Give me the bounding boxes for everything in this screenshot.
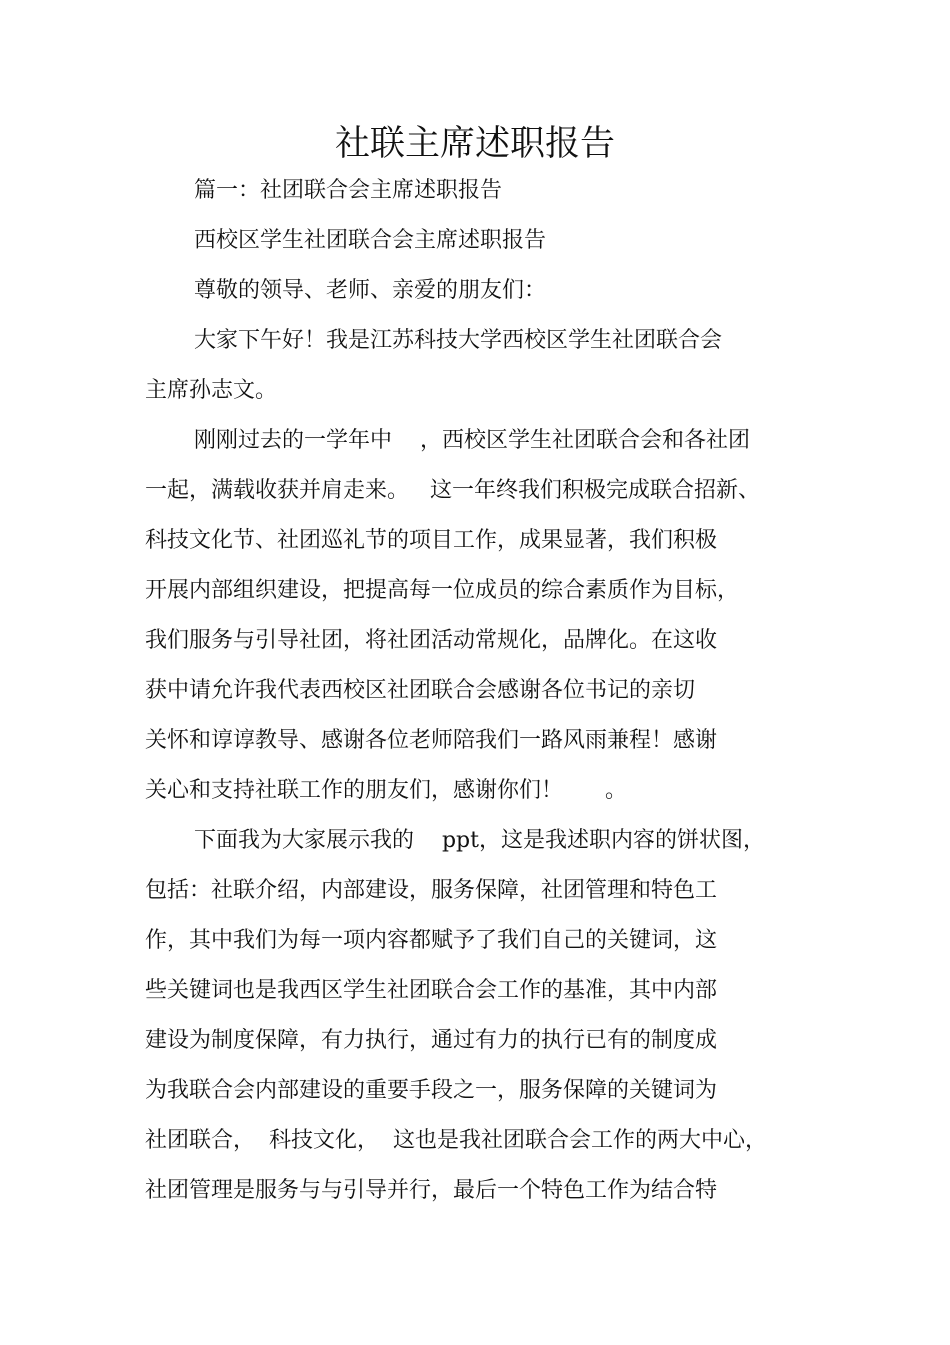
paragraph-line: 为我联合会内部建设的重要手段之一，服务保障的关键词为 [145,1078,718,1103]
paragraph-line: 作，其中我们为每一项内容都赋予了我们自己的关键词，这 [145,928,718,953]
paragraph-line: 获中请允许我代表西校区社团联合会感谢各位书记的亲切 [145,678,696,703]
paragraph-line: 包括：社联介绍，内部建设，服务保障，社团管理和特色工 [145,878,718,903]
paragraph-line: 我们服务与引导社团，将社团活动常规化，品牌化。在这收 [145,628,718,653]
paragraph-line: 社团联合， 科技文化， 这也是我社团联合会工作的两大中心， [145,1128,767,1153]
paragraph-line: 大家下午好！我是江苏科技大学西校区学生社团联合会 [194,328,723,353]
paragraph-line: 尊敬的领导、老师、亲爱的朋友们： [194,278,547,303]
paragraph-line: 篇一：社团联合会主席述职报告 [194,178,503,203]
paragraph-line: 一起，满载收获并肩走来。 这一年终我们积极完成联合招新、 [145,478,760,503]
paragraph-line: 下面我为大家展示我的 ppt，这是我述职内容的饼状图， [194,828,765,853]
paragraph-line: 主席孙志文。 [145,378,278,403]
paragraph-line: 开展内部组织建设，把提高每一位成员的综合素质作为目标， [145,578,740,603]
paragraph-line: 西校区学生社团联合会主席述职报告 [194,228,547,253]
paragraph-line: 社团管理是服务与与引导并行，最后一个特色工作为结合特 [145,1178,718,1203]
paragraph-line: 科技文化节、社团巡礼节的项目工作，成果显著，我们积极 [145,528,718,553]
paragraph-line: 刚刚过去的一学年中 ，西校区学生社团联合会和各社团 [194,428,750,453]
paragraph-line: 关心和支持社联工作的朋友们，感谢你们！ 。 [145,778,627,803]
paragraph-line: 关怀和谆谆教导、感谢各位老师陪我们一路风雨兼程！感谢 [145,728,718,753]
document-title: 社联主席述职报告 [334,124,615,164]
paragraph-line: 些关键词也是我西区学生社团联合会工作的基准，其中内部 [145,978,718,1003]
paragraph-line: 建设为制度保障，有力执行，通过有力的执行已有的制度成 [145,1028,718,1053]
